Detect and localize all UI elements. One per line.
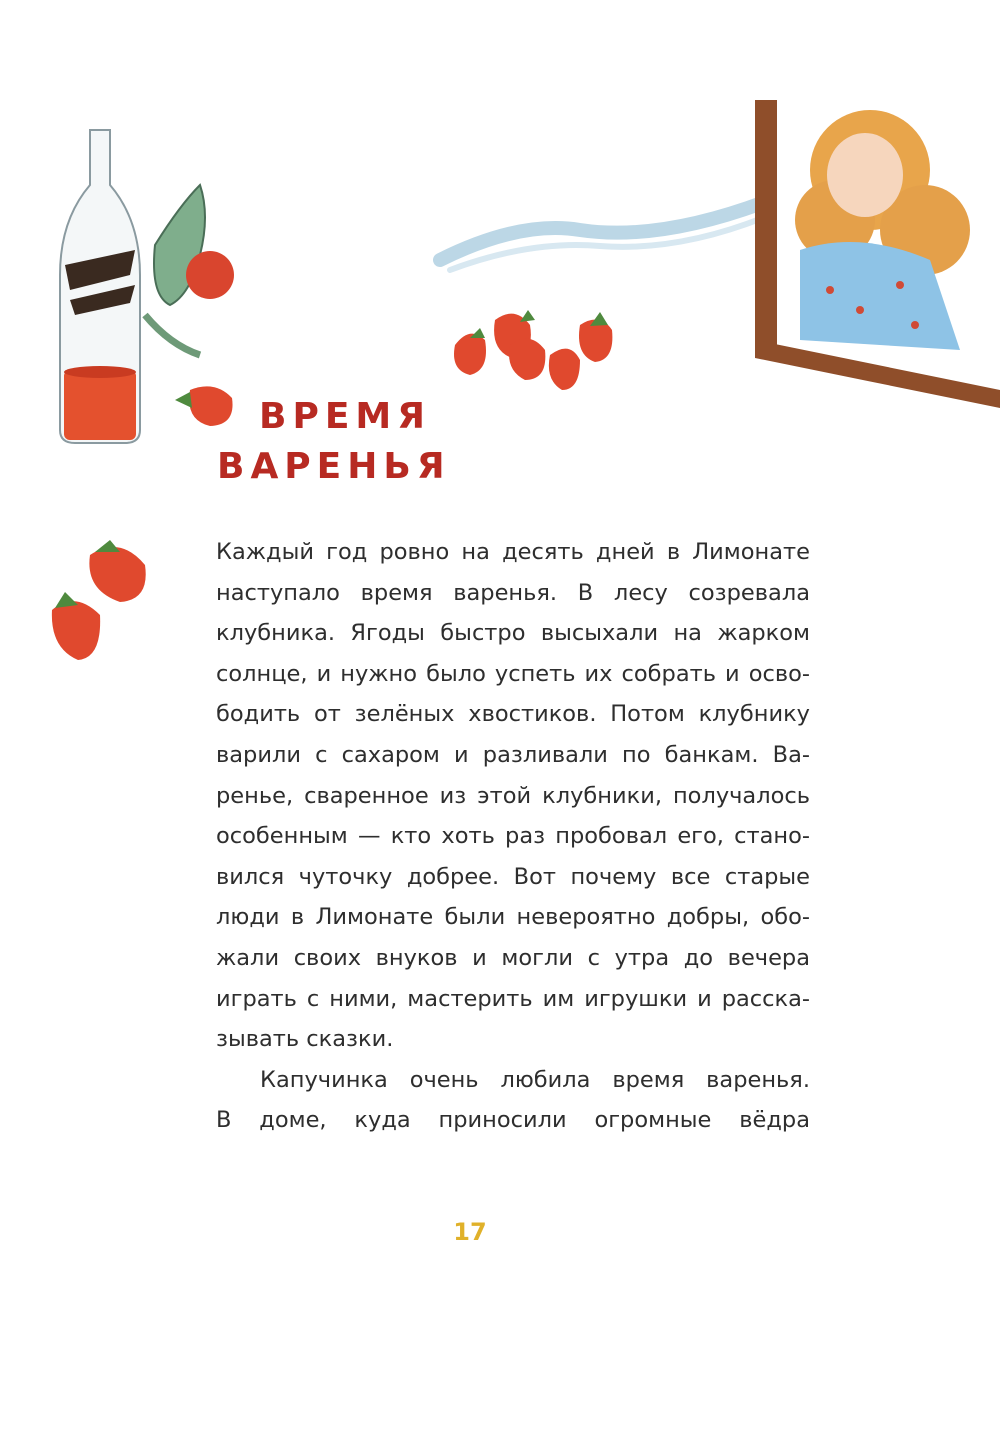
strawberries-illustration (440, 300, 630, 400)
text-line: зывать сказки. (216, 1026, 394, 1053)
chapter-title (217, 392, 451, 492)
text-line: вился чуточку добрее. Вот почему все старые (216, 863, 810, 890)
text-line: особенным — кто хоть раз пробовал его, стано- (216, 823, 810, 850)
text-line: жали своих внуков и могли с утра до вечера (216, 944, 810, 971)
chapter-title-line-2: ВАРЕНЬЯ (217, 446, 451, 487)
text-line: В доме, куда приносили огромные вёдра (216, 1107, 810, 1134)
strawberries-left-illustration (40, 530, 160, 670)
text-line: Каждый год ровно на десять дней в Лимонате (216, 539, 810, 565)
girl-in-window-illustration (740, 100, 1000, 410)
chapter-title-line-1: ВРЕМЯ (259, 396, 431, 437)
text-line: Капучинка очень любила время варенья. (260, 1066, 810, 1093)
text-line: солнце, и нужно было успеть их собрать и осво- (216, 660, 810, 687)
text-line: бодить от зелёных хвостиков. Потом клубнику (216, 701, 810, 728)
body-text (216, 532, 810, 1141)
text-line: люди в Лимонате были невероятно добры, обо- (216, 904, 810, 931)
text-line: варили с сахаром и разливали по банкам. Ва- (216, 741, 810, 768)
page-number: 17 (453, 1218, 487, 1246)
text-line: ренье, сваренное из этой клубники, получалось (216, 782, 810, 809)
text-line: играть с ними, мастерить им игрушки и расска- (216, 985, 810, 1012)
text-line: клубника. Ягоды быстро высыхали на жарком (216, 620, 810, 647)
text-line: наступало время варенья. В лесу созревала (216, 579, 810, 606)
wind-stroke-illustration (430, 170, 780, 280)
